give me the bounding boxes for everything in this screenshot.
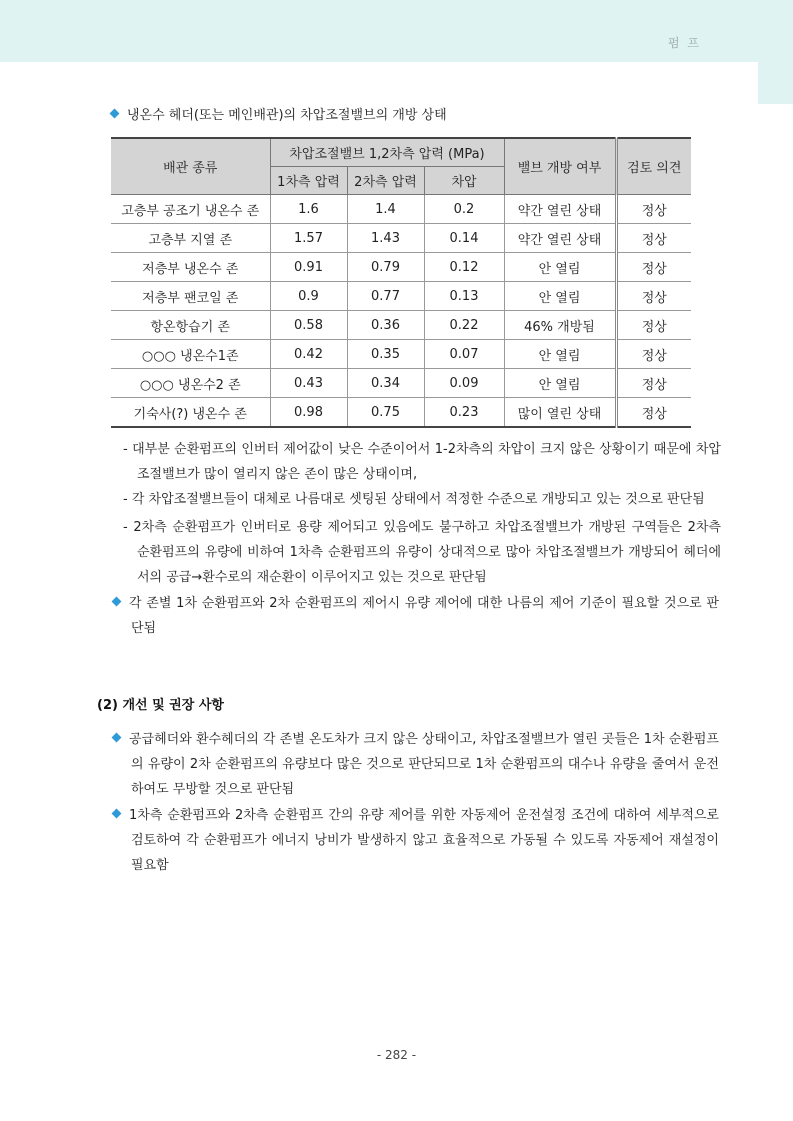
- diamond-bullet-icon: [112, 809, 122, 819]
- diamond-bullet-icon: [112, 597, 122, 607]
- cell-review: 정상: [616, 253, 691, 282]
- table-row: [111, 398, 691, 428]
- recommendation-2-text: 1차측 순환펌프와 2차측 순환펌프 간의 유량 제어를 위한 자동제어 운전설정 조건에 대하여 세부적으로 검토하여 각 순환펌프가 에너지 낭비가 발생하지 않고 효율적으로 가동될 수 있도록 자동제어 재설정이 필요함: [129, 808, 719, 873]
- cell-pipe-type: 저층부 팬코일 존: [111, 282, 270, 311]
- cell-review: 정상: [616, 398, 691, 428]
- section-title: (2) 개선 및 권장 사항: [97, 698, 224, 713]
- note-2: - 각 차압조절밸브들이 대체로 나름대로 셋팅된 상태에서 적정한 수준으로 개방되고 있는 것으로 판단됨: [123, 492, 705, 507]
- intro-bullet-text: 냉온수 헤더(또는 메인배관)의 차압조절밸브의 개방 상태: [127, 108, 447, 123]
- cell-diff: 0.14: [424, 224, 504, 253]
- cell-review: 정상: [616, 224, 691, 253]
- valve-table: [111, 137, 691, 428]
- cell-valve-open: 안 열림: [504, 253, 616, 282]
- page-number: - 282 -: [376, 1048, 417, 1062]
- recommendation-1-text: 공급헤더와 환수헤더의 각 존별 온도차가 크지 않은 상태이고, 차압조절밸브가 열린 곳들은 1차 순환펌프의 유량이 2차 순환펌프의 유량보다 많은 것으로 판단되므로 1차 순환펌프의 대수나 유량을 줄여서 운전하여도 무방할 것으로 판단됨: [129, 732, 719, 797]
- cell-valve-open: 약간 열린 상태: [504, 195, 616, 224]
- summary-bullet-text: 각 존별 1차 순환펌프와 2차 순환펌프의 제어시 유량 제어에 대한 나름의 제어 기준이 필요할 것으로 판단됨: [129, 596, 719, 636]
- cell-secondary: 0.34: [347, 369, 424, 398]
- summary-bullet: [113, 591, 719, 641]
- cell-review: 정상: [616, 369, 691, 398]
- table-row: [111, 282, 691, 311]
- cell-secondary: 0.36: [347, 311, 424, 340]
- cell-secondary: 0.77: [347, 282, 424, 311]
- recommendation-2: [113, 803, 719, 878]
- cell-review: 정상: [616, 340, 691, 369]
- cell-valve-open: 약간 열린 상태: [504, 224, 616, 253]
- col-valve-open: 밸브 개방 여부: [504, 138, 616, 195]
- cell-valve-open: 안 열림: [504, 340, 616, 369]
- cell-primary: 1.6: [270, 195, 347, 224]
- col-primary: 1차측 압력: [270, 167, 347, 195]
- cell-secondary: 0.79: [347, 253, 424, 282]
- cell-review: 정상: [616, 195, 691, 224]
- cell-diff: 0.13: [424, 282, 504, 311]
- cell-pipe-type: 고층부 지열 존: [111, 224, 270, 253]
- table-row: [111, 224, 691, 253]
- cell-primary: 1.57: [270, 224, 347, 253]
- diamond-bullet-icon: [110, 109, 120, 119]
- cell-valve-open: 46% 개방됨: [504, 311, 616, 340]
- cell-review: 정상: [616, 311, 691, 340]
- header-band: [0, 0, 793, 62]
- cell-valve-open: 안 열림: [504, 369, 616, 398]
- cell-primary: 0.43: [270, 369, 347, 398]
- cell-primary: 0.91: [270, 253, 347, 282]
- cell-primary: 0.42: [270, 340, 347, 369]
- cell-secondary: 1.4: [347, 195, 424, 224]
- table-row: [111, 195, 691, 224]
- cell-valve-open: 안 열림: [504, 282, 616, 311]
- cell-primary: 0.9: [270, 282, 347, 311]
- intro-bullet: [111, 104, 447, 128]
- cell-diff: 0.22: [424, 311, 504, 340]
- cell-primary: 0.58: [270, 311, 347, 340]
- cell-pipe-type: ○○○ 냉온수1존: [111, 340, 270, 369]
- col-secondary: 2차측 압력: [347, 167, 424, 195]
- col-review: 검토 의견: [616, 138, 691, 195]
- table-row: [111, 369, 691, 398]
- cell-primary: 0.98: [270, 398, 347, 428]
- cell-diff: 0.23: [424, 398, 504, 428]
- cell-pipe-type: 저층부 냉온수 존: [111, 253, 270, 282]
- note-3: - 2차측 순환펌프가 인버터로 용량 제어되고 있음에도 불구하고 차압조절밸브가 개방된 구역들은 2차측 순환펌프의 유량에 비하여 1차측 순환펌프의 유량이 상대적으로 많아 차압조절밸브가 개방되어 헤더에서의 공급→환수로의 재순환이 이루어지고 있는 것으로 판단됨: [123, 520, 721, 585]
- table-row: [111, 253, 691, 282]
- table-row: [111, 340, 691, 369]
- col-pipe-type: 배관 종류: [111, 138, 270, 195]
- cell-diff: 0.2: [424, 195, 504, 224]
- cell-valve-open: 많이 열린 상태: [504, 398, 616, 428]
- cell-diff: 0.09: [424, 369, 504, 398]
- cell-secondary: 0.35: [347, 340, 424, 369]
- cell-pipe-type: 기숙사(?) 냉온수 존: [111, 398, 270, 428]
- col-pressure-group: 차압조절밸브 1,2차측 압력 (MPa): [270, 138, 504, 167]
- cell-secondary: 1.43: [347, 224, 424, 253]
- cell-diff: 0.07: [424, 340, 504, 369]
- table-row: [111, 311, 691, 340]
- note-1: - 대부분 순환펌프의 인버터 제어값이 낮은 수준이어서 1-2차측의 차압이 크지 않은 상황이기 때문에 차압조절밸브가 많이 열리지 않은 존이 많은 상태이며,: [123, 442, 721, 482]
- cell-review: 정상: [616, 282, 691, 311]
- table-body: [111, 195, 691, 428]
- cell-pipe-type: 고층부 공조기 냉온수 존: [111, 195, 270, 224]
- cell-secondary: 0.75: [347, 398, 424, 428]
- cell-pipe-type: ○○○ 냉온수2 존: [111, 369, 270, 398]
- side-tab: [758, 62, 793, 104]
- cell-pipe-type: 항온항습기 존: [111, 311, 270, 340]
- diamond-bullet-icon: [112, 733, 122, 743]
- running-header: 펌 프: [668, 36, 701, 50]
- col-diff: 차압: [424, 167, 504, 195]
- recommendation-1: [113, 727, 719, 802]
- cell-diff: 0.12: [424, 253, 504, 282]
